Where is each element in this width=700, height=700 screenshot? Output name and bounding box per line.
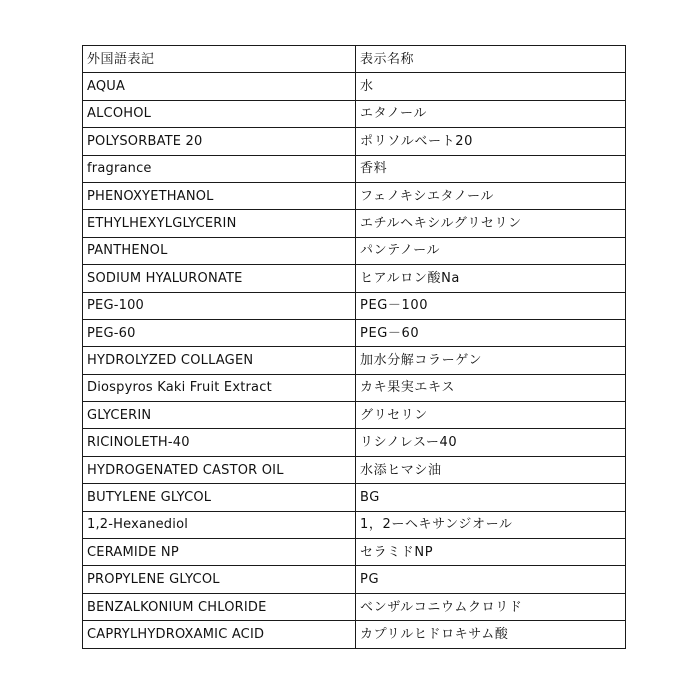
inci-name-cell: Diospyros Kaki Fruit Extract xyxy=(83,374,356,401)
table-row xyxy=(83,374,626,401)
display-name-cell: エタノール xyxy=(356,100,626,127)
display-name-cell: 加水分解コラーゲン xyxy=(356,347,626,374)
inci-name-cell: PEG-60 xyxy=(83,319,356,346)
table-row xyxy=(83,73,626,100)
table-row xyxy=(83,347,626,374)
table-row xyxy=(83,182,626,209)
table-header xyxy=(83,46,626,73)
inci-name-cell: PROPYLENE GLYCOL xyxy=(83,566,356,593)
table-row xyxy=(83,484,626,511)
inci-name-cell: ETHYLHEXYLGLYCERIN xyxy=(83,210,356,237)
display-name-cell: 水添ヒマシ油 xyxy=(356,456,626,483)
display-name-cell: リシノレスー40 xyxy=(356,429,626,456)
display-name-cell: 香料 xyxy=(356,155,626,182)
inci-name-cell: AQUA xyxy=(83,73,356,100)
header-foreign-name: 外国語表記 xyxy=(83,46,356,73)
display-name-cell: ベンザルコニウムクロリド xyxy=(356,593,626,620)
display-name-cell: カキ果実エキス xyxy=(356,374,626,401)
inci-name-cell: ALCOHOL xyxy=(83,100,356,127)
inci-name-cell: HYDROLYZED COLLAGEN xyxy=(83,347,356,374)
inci-name-cell: PEG-100 xyxy=(83,292,356,319)
inci-name-cell: fragrance xyxy=(83,155,356,182)
table-row xyxy=(83,100,626,127)
inci-name-cell: SODIUM HYALURONATE xyxy=(83,265,356,292)
table-row xyxy=(83,621,626,648)
display-name-cell: ポリソルベート20 xyxy=(356,128,626,155)
display-name-cell: エチルヘキシルグリセリン xyxy=(356,210,626,237)
table-row xyxy=(83,566,626,593)
inci-name-cell: CERAMIDE NP xyxy=(83,539,356,566)
display-name-cell: カプリルヒドロキサム酸 xyxy=(356,621,626,648)
display-name-cell: グリセリン xyxy=(356,402,626,429)
header-display-name: 表示名称 xyxy=(356,46,626,73)
inci-name-cell: BENZALKONIUM CHLORIDE xyxy=(83,593,356,620)
display-name-cell: PEG－60 xyxy=(356,319,626,346)
display-name-cell: パンテノール xyxy=(356,237,626,264)
ingredient-table-container xyxy=(82,45,625,649)
table-row xyxy=(83,402,626,429)
ingredient-table xyxy=(82,45,626,649)
table-row xyxy=(83,155,626,182)
display-name-cell: PEG－100 xyxy=(356,292,626,319)
table-row xyxy=(83,265,626,292)
display-name-cell: PG xyxy=(356,566,626,593)
inci-name-cell: GLYCERIN xyxy=(83,402,356,429)
display-name-cell: ヒアルロン酸Na xyxy=(356,265,626,292)
display-name-cell: フェノキシエタノール xyxy=(356,182,626,209)
inci-name-cell: RICINOLETH-40 xyxy=(83,429,356,456)
table-row xyxy=(83,593,626,620)
display-name-cell: 1，2ーヘキサンジオール xyxy=(356,511,626,538)
table-row xyxy=(83,292,626,319)
inci-name-cell: PHENOXYETHANOL xyxy=(83,182,356,209)
display-name-cell: BG xyxy=(356,484,626,511)
inci-name-cell: HYDROGENATED CASTOR OIL xyxy=(83,456,356,483)
table-row xyxy=(83,128,626,155)
inci-name-cell: 1,2-Hexanediol xyxy=(83,511,356,538)
table-row xyxy=(83,319,626,346)
inci-name-cell: PANTHENOL xyxy=(83,237,356,264)
inci-name-cell: POLYSORBATE 20 xyxy=(83,128,356,155)
table-row xyxy=(83,210,626,237)
display-name-cell: 水 xyxy=(356,73,626,100)
table-row xyxy=(83,511,626,538)
header-row xyxy=(83,46,626,73)
table-row xyxy=(83,429,626,456)
display-name-cell: セラミドNP xyxy=(356,539,626,566)
inci-name-cell: CAPRYLHYDROXAMIC ACID xyxy=(83,621,356,648)
table-row xyxy=(83,539,626,566)
table-row xyxy=(83,456,626,483)
table-body xyxy=(83,73,626,648)
inci-name-cell: BUTYLENE GLYCOL xyxy=(83,484,356,511)
table-row xyxy=(83,237,626,264)
